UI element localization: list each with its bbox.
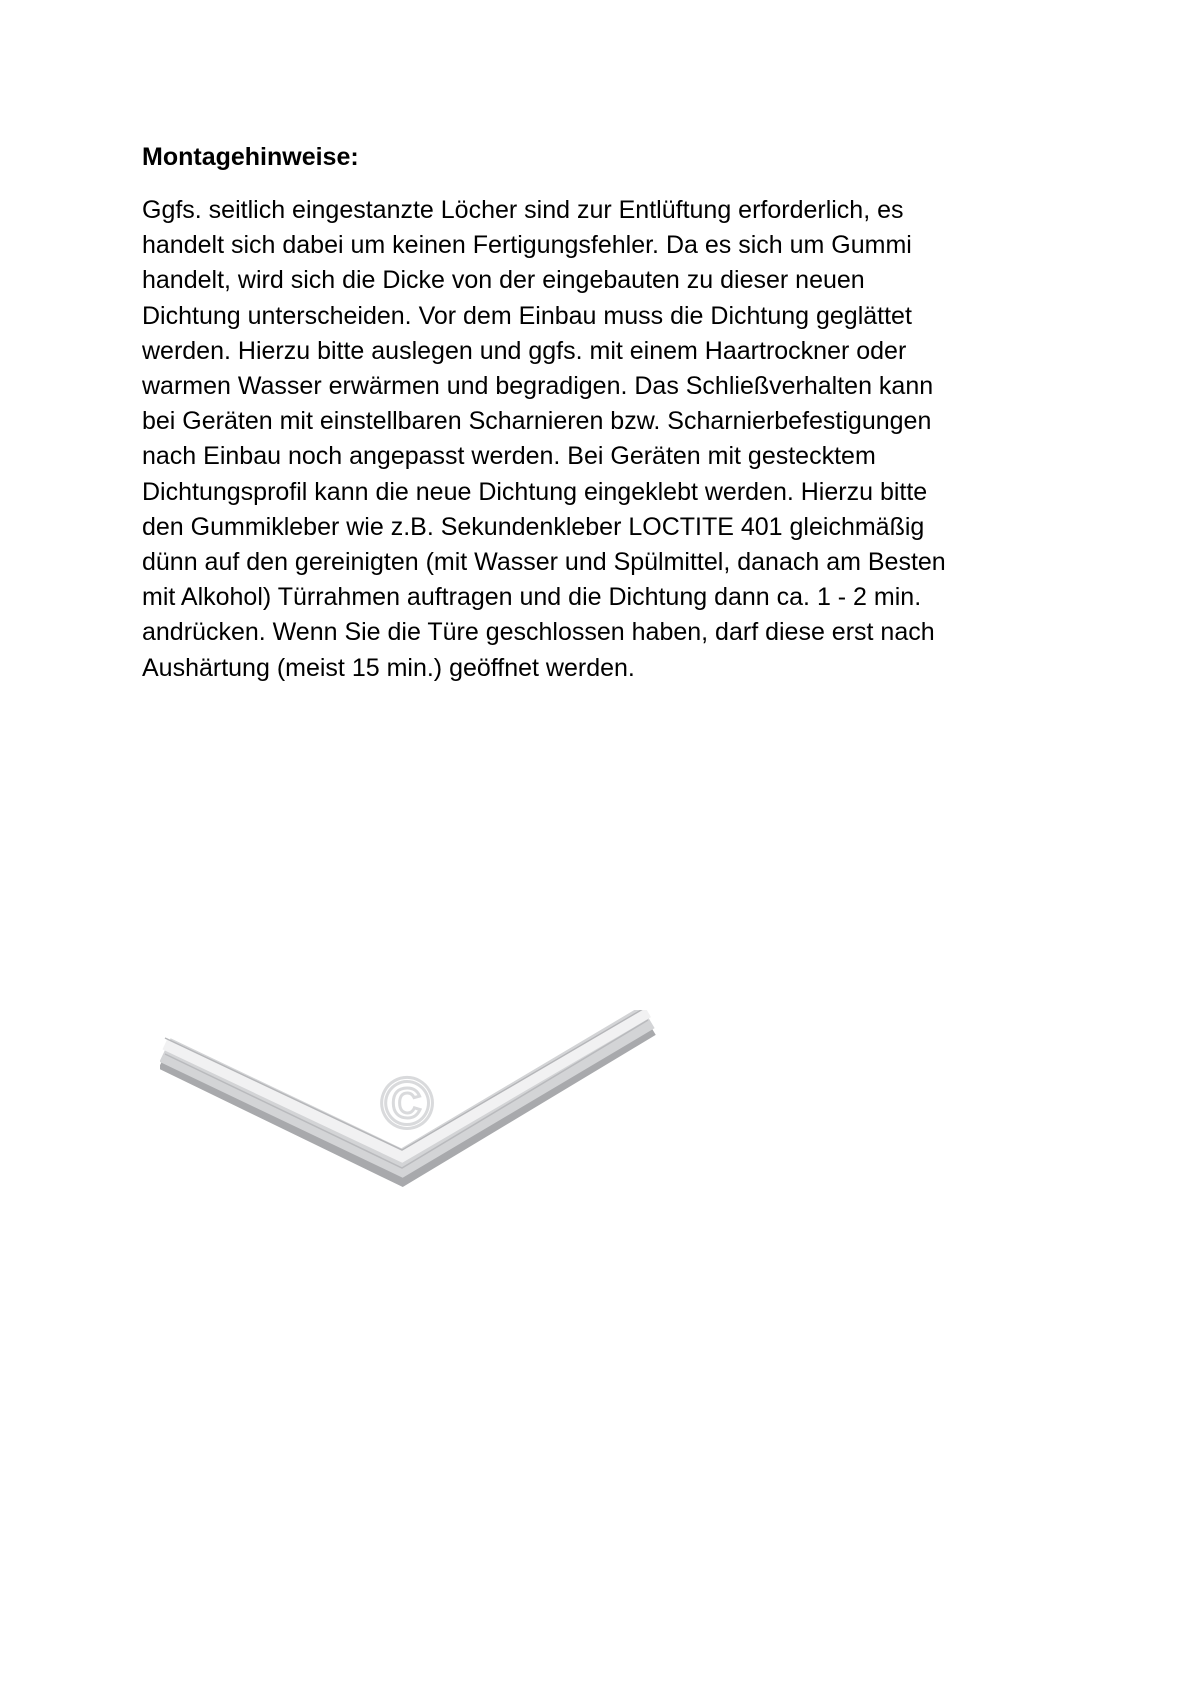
paragraph-line: dünn auf den gereinigten (mit Wasser und Spülmittel, danach am Besten [142, 548, 946, 577]
paragraph-line: werden. Hierzu bitte auslegen und ggfs. mit einem Haartrockner oder [142, 336, 907, 365]
page-title: Montagehinweise: [142, 143, 359, 171]
paragraph-line: Dichtung unterscheiden. Vor dem Einbau muss die Dichtung geglättet [142, 301, 912, 330]
paragraph-line: warmen Wasser erwärmen und begradigen. Das Schließverhalten kann [142, 372, 934, 401]
paragraph-line: den Gummikleber wie z.B. Sekundenkleber LOCTITE 401 gleichmäßig [142, 512, 925, 541]
paragraph-line: Aushärtung (meist 15 min.) geöffnet werden. [142, 653, 635, 682]
paragraph-line: handelt sich dabei um keinen Fertigungsfehler. Da es sich um Gummi [142, 231, 912, 260]
paragraph-line: Ggfs. seitlich eingestanzte Löcher sind zur Entlüftung erforderlich, es [142, 196, 904, 224]
paragraph-line: Dichtungsprofil kann die neue Dichtung eingeklebt werden. Hierzu bitte [142, 477, 928, 506]
copyright-watermark: © [380, 1064, 434, 1144]
instructions-paragraph [142, 193, 1072, 686]
door-seal-gasket-image [160, 1010, 660, 1225]
paragraph-line: handelt, wird sich die Dicke von der eingebauten zu dieser neuen [142, 266, 865, 295]
paragraph-line: mit Alkohol) Türrahmen auftragen und die Dichtung dann ca. 1 - 2 min. [142, 583, 922, 612]
paragraph-line: andrücken. Wenn Sie die Türe geschlossen haben, darf diese erst nach [142, 618, 935, 647]
paragraph-line: nach Einbau noch angepasst werden. Bei Geräten mit gestecktem [142, 442, 876, 471]
paragraph-line: bei Geräten mit einstellbaren Scharnieren bzw. Scharnierbefestigungen [142, 407, 932, 436]
